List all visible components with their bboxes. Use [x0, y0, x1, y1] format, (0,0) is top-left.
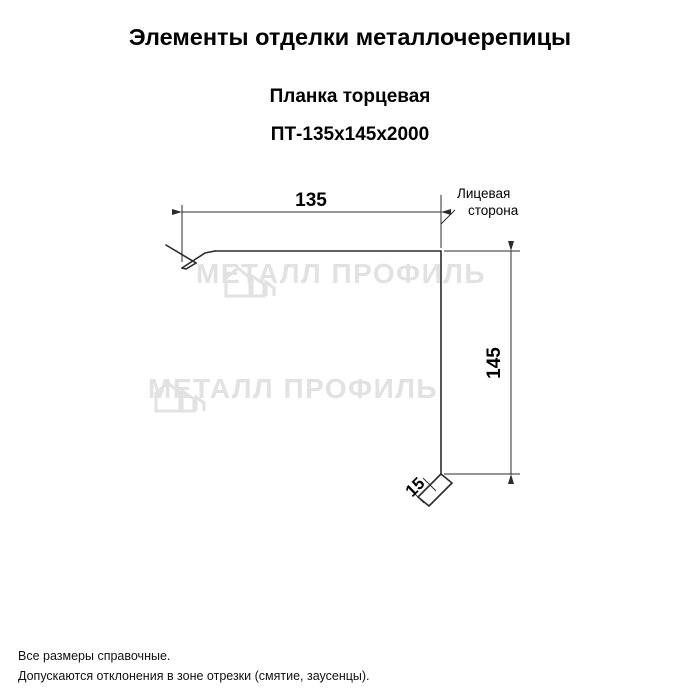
footer-line-2: Допускаются отклонения в зоне отрезки (смятие, заусенцы). — [18, 668, 370, 683]
dimension-right — [444, 251, 520, 474]
callout-line-1: Лицевая — [457, 186, 511, 201]
footer-notes — [18, 647, 370, 686]
callout-line-2: сторона — [468, 203, 519, 218]
product-name: Планка торцевая — [269, 86, 431, 107]
product-code: ПТ-135х145х2000 — [270, 124, 430, 145]
dimension-right-label: 145 — [484, 347, 505, 379]
page-title: Элементы отделки металлочерепицы — [128, 24, 572, 50]
profile-outline — [166, 245, 452, 506]
technical-drawing — [0, 150, 700, 570]
callout-leader — [441, 210, 455, 224]
watermark-text-1: МЕТАЛЛ ПРОФИЛЬ — [196, 258, 486, 289]
dimension-bottom-label: 15 — [401, 473, 429, 501]
watermark-text-2: МЕТАЛЛ ПРОФИЛЬ — [148, 373, 438, 404]
drawing-svg — [0, 150, 700, 570]
dimension-top-label: 135 — [295, 190, 327, 211]
footer-line-1: Все размеры справочные. — [18, 649, 171, 664]
